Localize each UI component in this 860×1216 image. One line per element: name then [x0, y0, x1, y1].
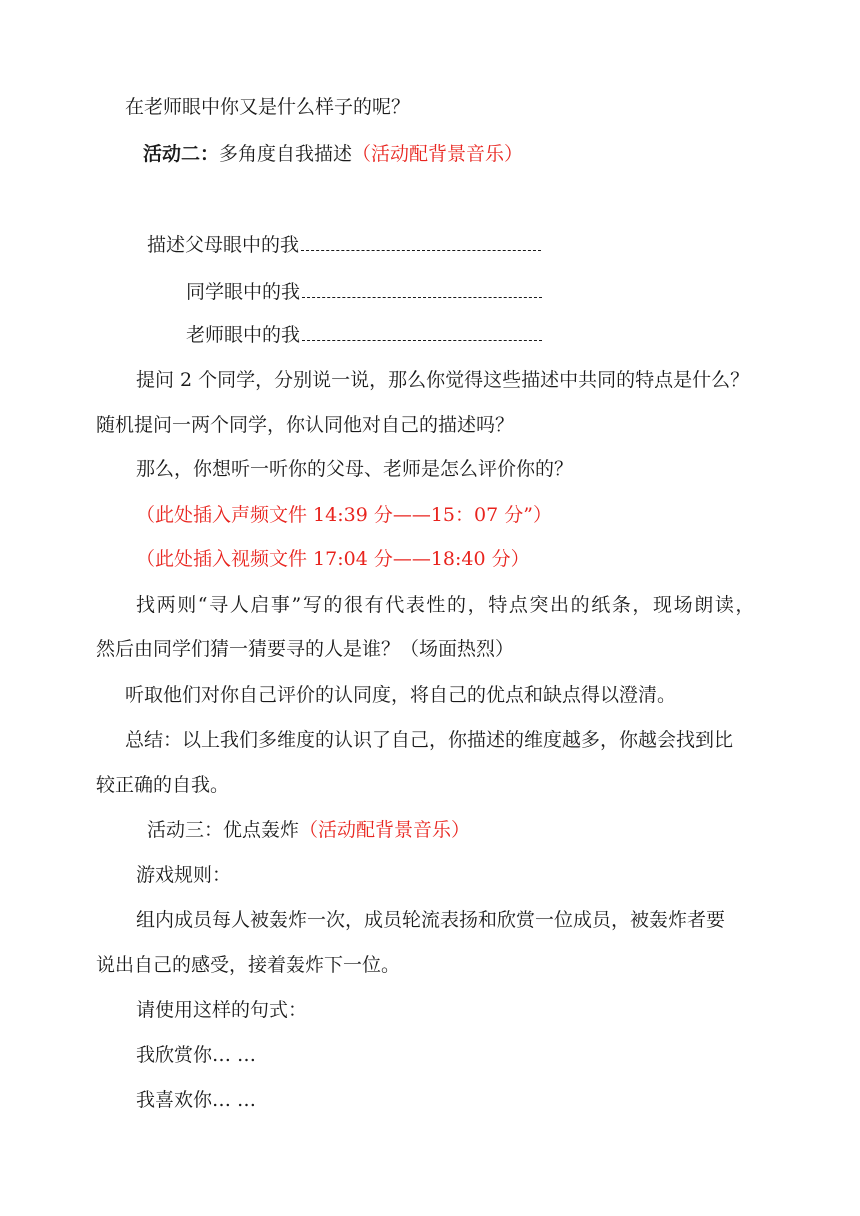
sentence-example-1: 我欣赏你… …	[136, 1044, 257, 1066]
activity-three-heading	[147, 821, 470, 840]
rules-line-1: 组内成员每人被轰炸一次，成员轮流表扬和欣赏一位成员，被轰炸者要	[136, 909, 726, 931]
rules-title: 游戏规则：	[136, 864, 232, 886]
video-insert-note: （此处插入视频文件 17:04 分——18:40 分）	[136, 548, 530, 570]
fill-label-teacher: 老师眼中的我	[186, 324, 301, 346]
paragraph-question-2: 随机提问一两个同学，你认同他对自己的描述吗？	[96, 414, 515, 436]
rules-line-2: 说出自己的感受，接着轰炸下一位。	[96, 954, 401, 976]
paragraph-teacher-view: 在老师眼中你又是什么样子的呢？	[125, 96, 411, 118]
paragraph-find-1: 找两则“寻人启事”写的很有代表性的，特点突出的纸条，现场朗读，	[136, 594, 757, 616]
paragraph-listen: 那么，你想听一听你的父母、老师是怎么评价你的？	[136, 458, 574, 480]
activity-two-note: （活动配背景音乐）	[352, 143, 524, 165]
fill-blank-parents	[301, 236, 541, 251]
paragraph-summary-1: 总结：以上我们多维度的认识了自己，你描述的维度越多，你越会找到比	[125, 729, 734, 751]
paragraph-question-1: 提问 2 个同学，分别说一说，那么你觉得这些描述中共同的特点是什么？	[136, 369, 750, 391]
fill-line-classmates	[186, 283, 542, 302]
paragraph-summary-2: 较正确的自我。	[96, 774, 230, 796]
paragraph-find-2: 然后由同学们猜一猜要寻的人是谁？（场面热烈）	[96, 638, 515, 660]
activity-two-label: 活动二：	[143, 143, 220, 165]
fill-line-teacher	[186, 326, 542, 345]
activity-three-note: （活动配背景音乐）	[299, 819, 471, 841]
sentence-intro: 请使用这样的句式：	[136, 999, 308, 1021]
fill-line-parents	[147, 236, 541, 255]
audio-insert-note: （此处插入声频文件 14:39 分——15：07 分”）	[136, 504, 552, 526]
paragraph-listen-2: 听取他们对你自己评价的认同度，将自己的优点和缺点得以澄清。	[125, 684, 677, 706]
fill-label-parents: 描述父母眼中的我	[147, 234, 300, 256]
activity-two-name: 多角度自我描述	[219, 143, 353, 165]
sentence-example-2: 我喜欢你… …	[136, 1089, 257, 1111]
activity-two-heading	[143, 145, 523, 164]
fill-blank-teacher	[302, 326, 542, 341]
activity-three-title: 活动三：优点轰炸	[147, 819, 300, 841]
fill-blank-classmates	[302, 283, 542, 298]
fill-label-classmates: 同学眼中的我	[186, 281, 301, 303]
